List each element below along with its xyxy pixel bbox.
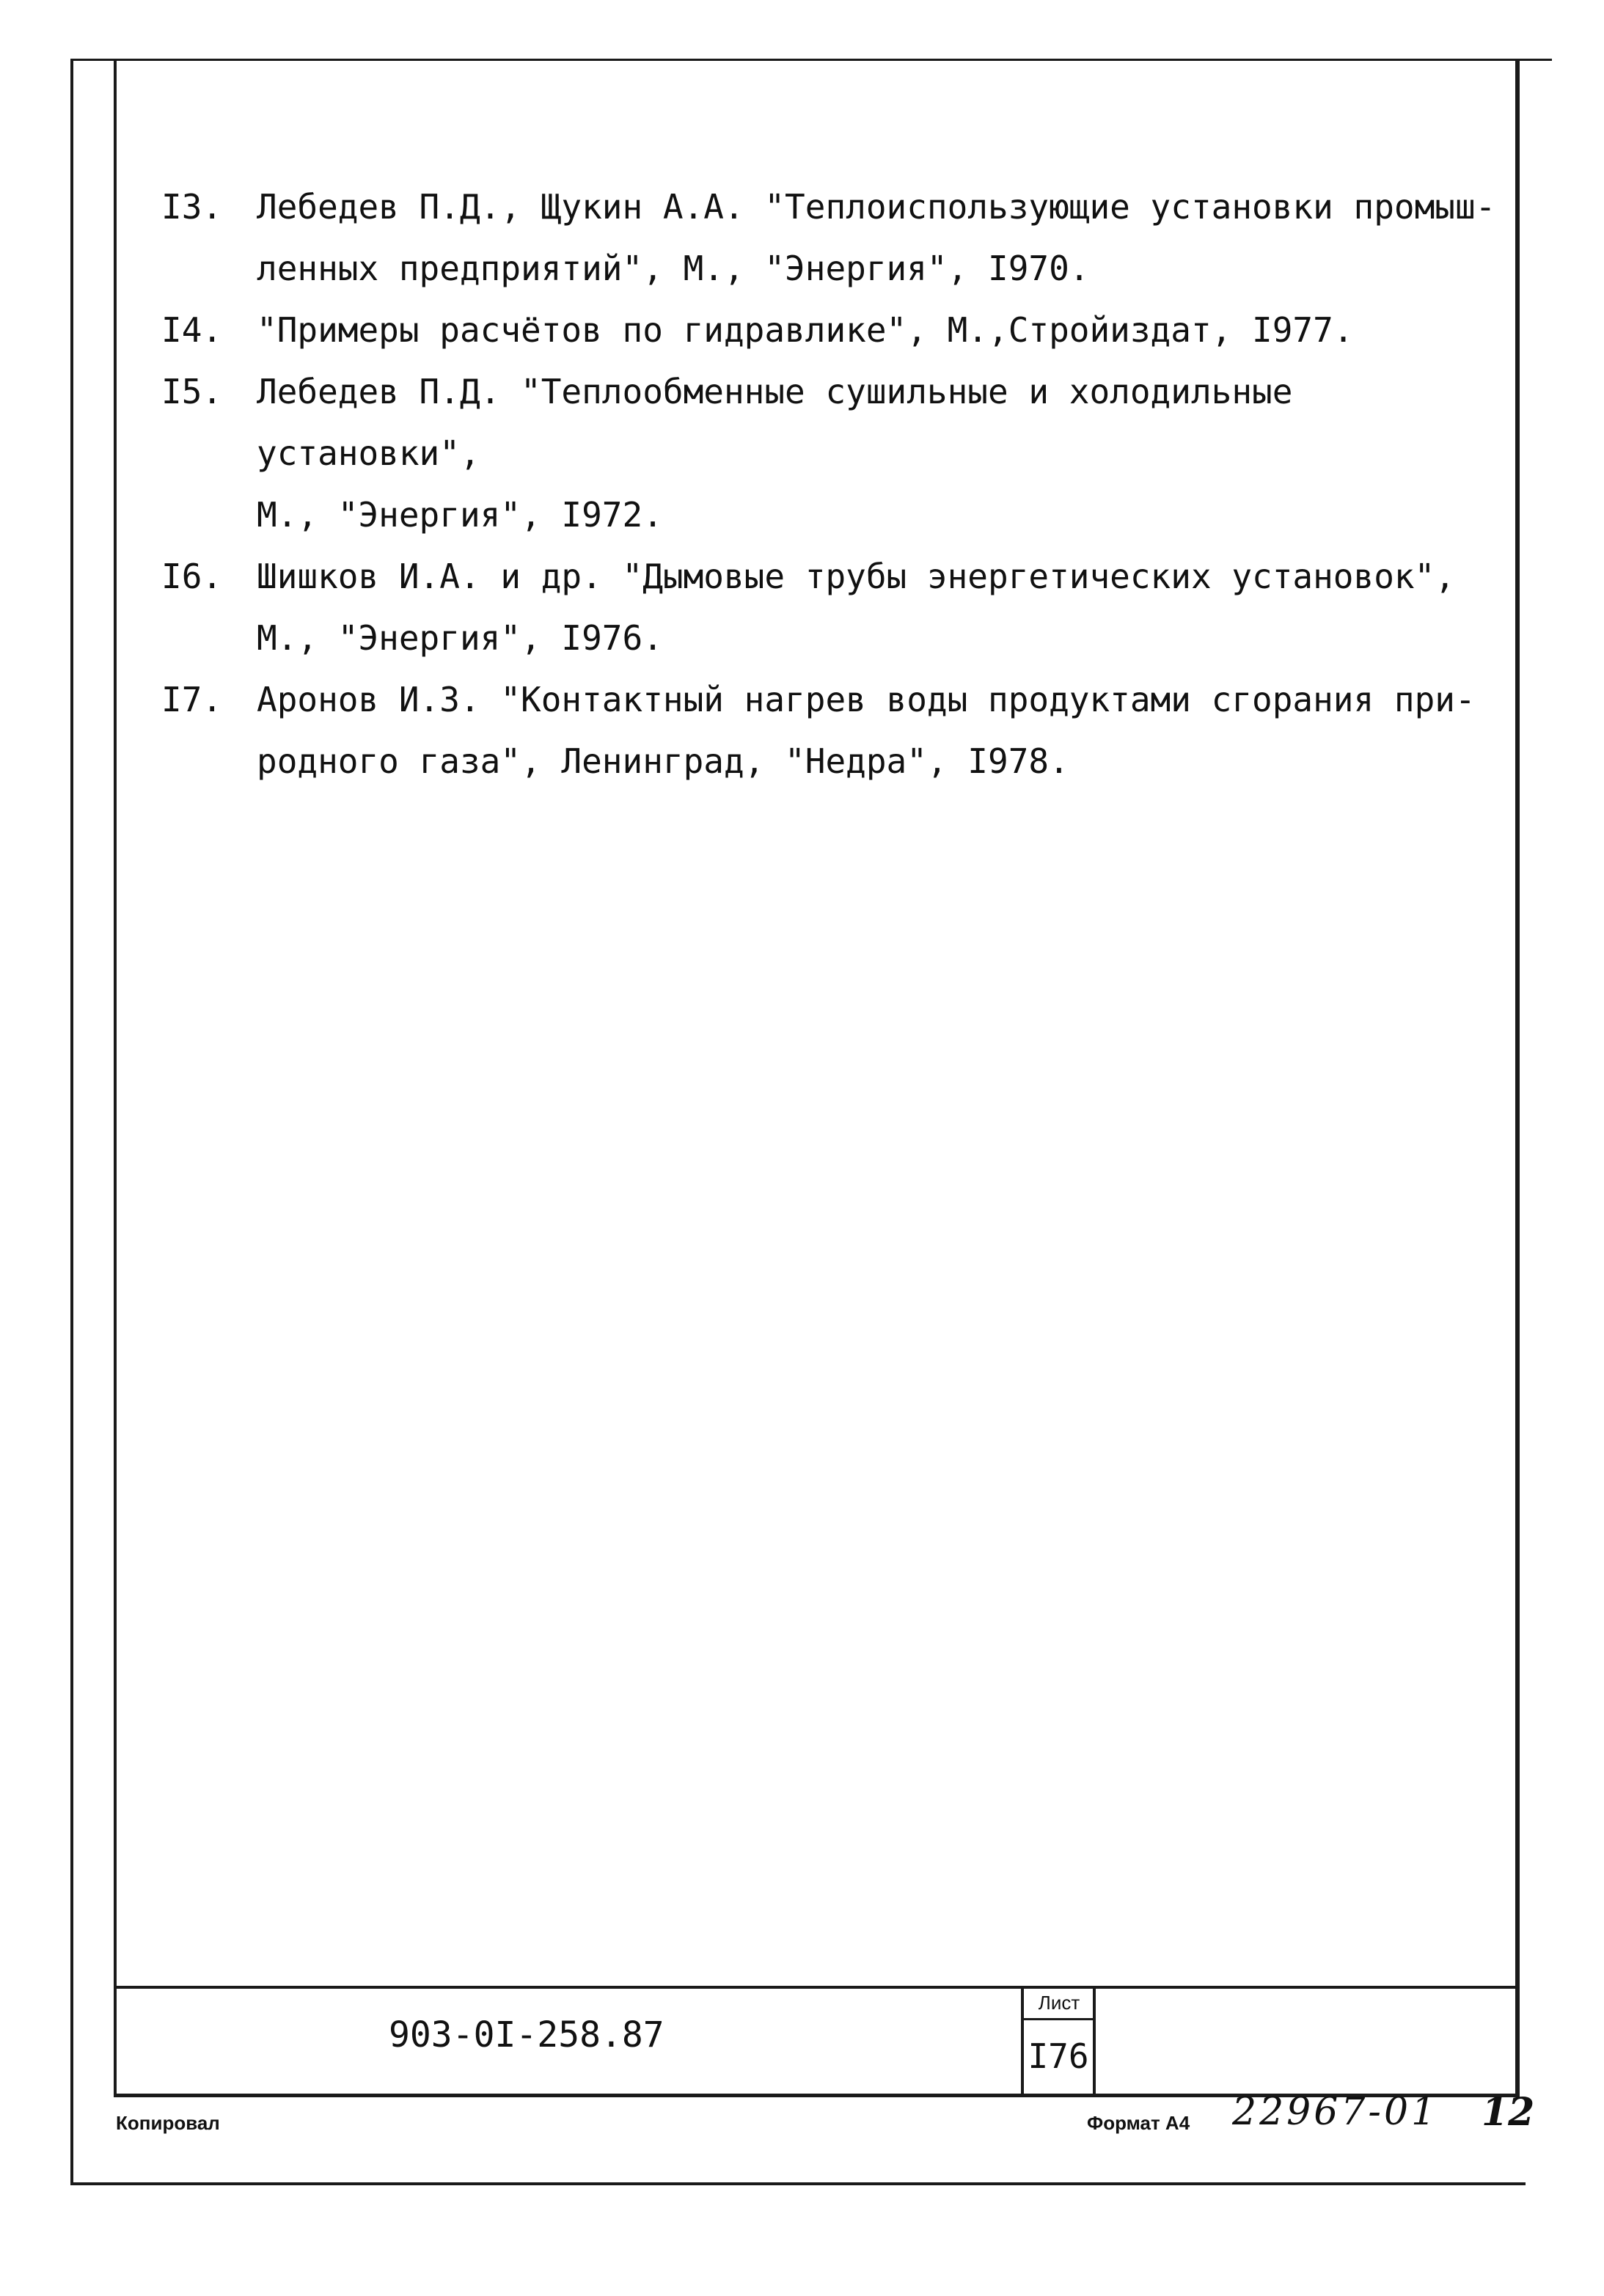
reference-text-line: родного газа", Ленинград, "Недра", I978. [257, 741, 1069, 781]
reference-text-line: Шишков И.А. и др. "Дымовые трубы энергетических установок", [257, 557, 1455, 596]
reference-number: I4. [161, 310, 223, 350]
outer-border-left [70, 59, 73, 2185]
reference-item [161, 361, 1504, 546]
title-block-top-line [114, 1986, 1520, 1989]
reference-number: I7. [161, 680, 223, 719]
reference-text-line: "Примеры расчётов по гидравлике", М.,Стройиздат, I977. [257, 310, 1354, 350]
frame-border-right [1515, 60, 1520, 2096]
reference-text-line: ленных предприятий", М., "Энергия", I970. [257, 249, 1090, 288]
reference-item [161, 669, 1504, 792]
sheet-label: Лист [1038, 1992, 1080, 2014]
document-code: 903-0I-258.87 [389, 2014, 664, 2055]
reference-number: I6. [161, 557, 223, 596]
reference-text-line: Лебедев П.Д. "Теплообменные сушильные и холодильные установки", [257, 372, 1293, 473]
sheet-number: I76 [1028, 2036, 1089, 2076]
reference-text-line: М., "Энергия", I972. [257, 495, 663, 535]
sheet-cell-separator [1021, 2018, 1096, 2020]
reference-text-line: Аронов И.З. "Контактный нагрев воды продуктами сгорания при- [257, 680, 1476, 719]
outer-border-bottom [73, 2182, 1526, 2185]
handwritten-archive-number: 22967-01 [1232, 2090, 1439, 2134]
outer-border-top [70, 59, 1552, 61]
reference-item [161, 299, 1504, 361]
reference-item [161, 176, 1504, 299]
reference-text-line: М., "Энергия", I976. [257, 618, 663, 658]
reference-text-line: Лебедев П.Д., Щукин А.А. "Теплоиспользующие установки промыш- [257, 187, 1496, 227]
format-label: Формат А4 [1087, 2112, 1190, 2134]
reference-item [161, 546, 1504, 669]
reference-list [161, 176, 1504, 792]
copied-by-label: Копировал [116, 2112, 220, 2134]
corner-handwritten-mark: 12 [1482, 2090, 1535, 2135]
reference-number: I5. [161, 372, 223, 411]
frame-border-left [114, 60, 117, 2096]
title-block-divider [1093, 1986, 1096, 2096]
reference-number: I3. [161, 187, 223, 227]
